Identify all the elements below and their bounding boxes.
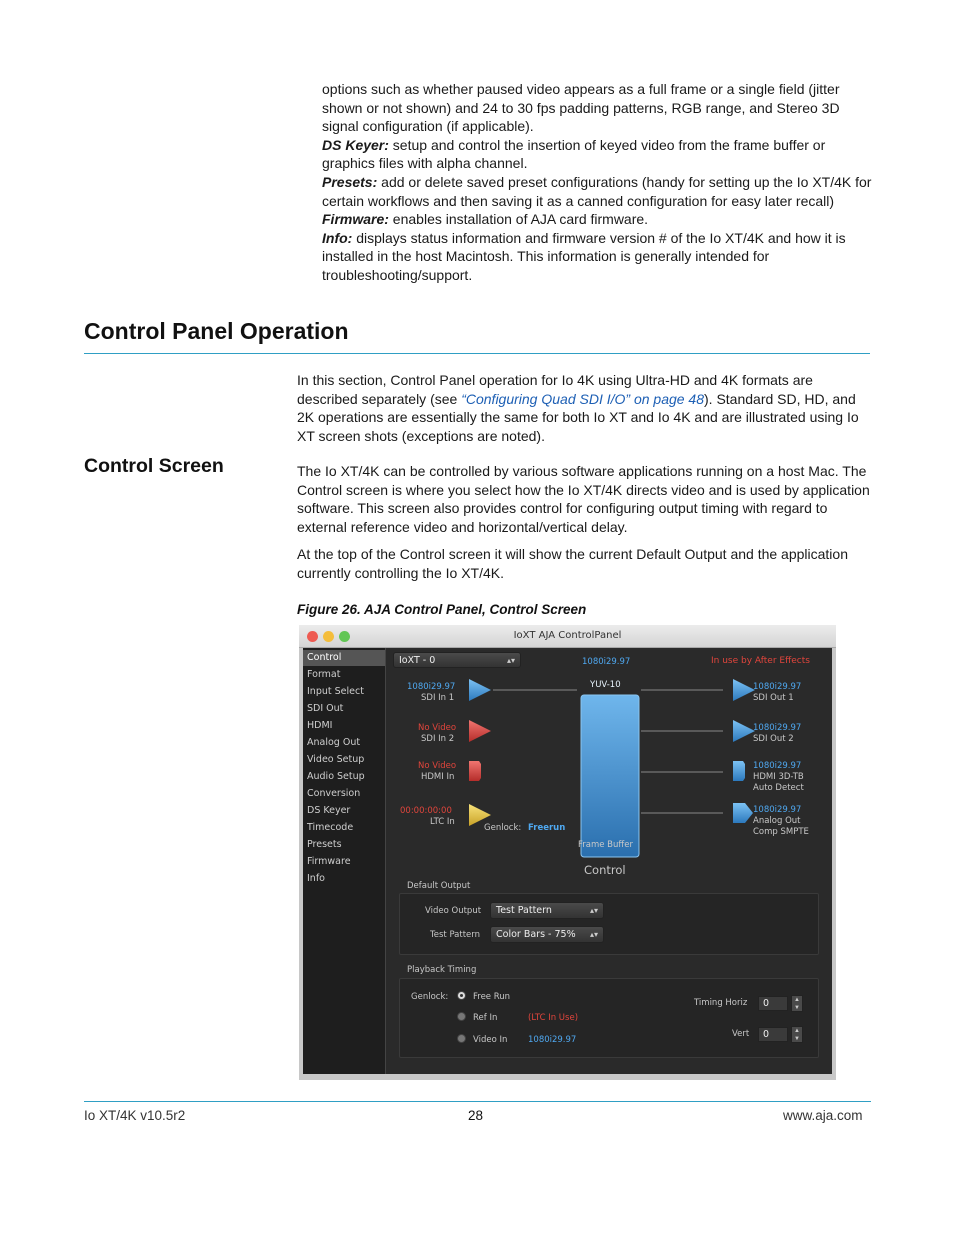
test-pattern-value: Color Bars - 75% <box>496 929 576 940</box>
video-output-value: Test Pattern <box>496 905 552 916</box>
genlock-label: Genlock: <box>484 823 522 833</box>
video-output-select[interactable] <box>490 902 604 919</box>
section-text-a: In this section, Control Panel operation for Io 4K using Ultra-HD and 4K formats are described separately (see <box>297 372 813 407</box>
window-title: IoXT AJA ControlPanel <box>513 630 622 641</box>
sdi-out-2-icon <box>733 720 755 742</box>
sdi-out-2-label: SDI Out 2 <box>753 734 794 744</box>
analog-out-format: 1080i29.97 <box>753 805 802 815</box>
hdmi-in-icon <box>469 761 481 781</box>
analog-out-icon <box>733 803 753 823</box>
ref-in-note: (LTC In Use) <box>528 1013 579 1023</box>
video-output-label: Video Output <box>425 906 482 916</box>
control-paragraph-2: At the top of the Control screen it will show the current Default Output and the application currently controlling the Io XT/4K. <box>297 546 848 581</box>
section-intro <box>297 371 872 445</box>
sdi-out-2-format: 1080i29.97 <box>753 723 802 733</box>
window-titlebar <box>299 625 836 648</box>
device-select[interactable] <box>393 652 521 668</box>
intro-paragraph: options such as whether paused video appears as a full frame or a single field (jitter shown or not shown) and 24 to 30 fps padding patterns, RGB range, and Stereo 3D signal configuration (if applicable). <box>322 81 840 135</box>
section-title: Control Panel Operation <box>84 318 349 344</box>
section-paragraph <box>297 371 872 445</box>
footer-page-number: 28 <box>468 1108 484 1123</box>
intro-block <box>322 80 872 285</box>
vert-input[interactable]: 0 <box>758 1027 788 1042</box>
sidebar <box>303 648 386 1074</box>
sidebar-item-conversion[interactable]: Conversion <box>307 788 361 799</box>
sidebar-item-firmware[interactable]: Firmware <box>307 856 351 867</box>
ds-keyer-text: setup and control the insertion of keyed video from the frame buffer or graphics files with alpha channel. <box>322 136 826 172</box>
footer-rule <box>84 1101 871 1102</box>
sidebar-item-timecode[interactable]: Timecode <box>307 822 354 833</box>
control-screen-text <box>297 462 872 583</box>
playback-timing-panel <box>399 978 819 1058</box>
presets-item <box>322 173 872 210</box>
analog-out-mode: Comp SMPTE <box>753 827 809 837</box>
sidebar-item-ds-keyer[interactable]: DS Keyer <box>307 805 351 816</box>
control-screen-label: Control <box>584 863 626 877</box>
info-term: Info: <box>322 229 353 246</box>
firmware-term: Firmware: <box>322 211 389 228</box>
ds-keyer-term: DS Keyer: <box>322 136 389 153</box>
device-select-value: IoXT - 0 <box>399 655 436 666</box>
test-pattern-label: Test Pattern <box>430 930 481 940</box>
video-in-radio[interactable] <box>457 1034 466 1043</box>
sdi-out-1-icon <box>733 679 755 701</box>
timing-horiz-stepper[interactable]: ▲ ▼ <box>791 995 803 1012</box>
sdi-in-1-icon <box>469 679 491 701</box>
sdi-in-1-label: SDI In 1 <box>421 693 455 703</box>
sidebar-item-presets[interactable]: Presets <box>307 839 342 850</box>
sdi-in-2-label: SDI In 2 <box>421 734 455 744</box>
hdmi-in-format: No Video <box>418 761 457 771</box>
ltc-in-timecode: 00:00:00:00 <box>400 806 452 816</box>
configuring-quad-sdi-link[interactable]: “Configuring Quad SDI I/O” on page 48 <box>461 390 705 407</box>
sidebar-item-format[interactable]: Format <box>307 669 341 680</box>
presets-text: add or delete saved preset configurations (handy for setting up the Io XT/4K for certain workflows and then saving it as a canned configuration for easy later recall) <box>322 173 872 209</box>
playback-timing-heading: Playback Timing <box>407 965 477 975</box>
info-item <box>322 229 872 285</box>
test-pattern-select[interactable] <box>490 926 604 943</box>
subsection-title: Control Screen <box>84 455 224 477</box>
default-output-panel <box>399 893 819 955</box>
sdi-in-2-icon <box>469 720 491 742</box>
section-rule <box>84 353 870 354</box>
close-button[interactable] <box>307 631 318 642</box>
sdi-out-1-format: 1080i29.97 <box>753 682 802 692</box>
frame-buffer-format: 1080i29.97 <box>582 657 631 667</box>
hdmi-out-label: HDMI 3D-TB <box>753 772 804 782</box>
free-run-radio[interactable] <box>457 991 466 1000</box>
hdmi-out-mode: Auto Detect <box>753 783 804 793</box>
firmware-item <box>322 210 872 229</box>
ds-keyer-item <box>322 136 872 173</box>
sidebar-item-info[interactable]: Info <box>307 873 325 884</box>
sdi-in-2-format: No Video <box>418 723 457 733</box>
sdi-out-1-label: SDI Out 1 <box>753 693 794 703</box>
chevron-updown-icon: ▴▾ <box>589 930 598 939</box>
genlock-value: Freerun <box>528 823 566 833</box>
hdmi-out-icon <box>733 761 745 781</box>
ltc-in-label: LTC In <box>430 817 455 827</box>
default-output-heading: Default Output <box>407 881 471 891</box>
ref-in-label: Ref In <box>473 1013 498 1023</box>
footer-website[interactable]: www.aja.com <box>783 1108 863 1123</box>
minimize-button[interactable] <box>323 631 334 642</box>
chevron-updown-icon: ▴▾ <box>589 906 598 915</box>
app-content <box>303 648 832 1074</box>
sidebar-item-audio-setup[interactable]: Audio Setup <box>307 771 365 782</box>
sidebar-item-control[interactable]: Control <box>303 650 385 666</box>
footer-product: Io XT/4K v10.5r2 <box>84 1108 186 1123</box>
video-in-label: Video In <box>473 1035 508 1045</box>
free-run-label: Free Run <box>473 992 511 1002</box>
sdi-in-1-format: 1080i29.97 <box>407 682 456 692</box>
timing-genlock-label: Genlock: <box>411 992 449 1002</box>
frame-buffer-pixel-format: YUV-10 <box>590 680 621 690</box>
chevron-updown-icon: ▴▾ <box>506 656 515 665</box>
sidebar-item-hdmi[interactable]: HDMI <box>307 720 333 731</box>
frame-buffer-label: Frame Buffer <box>578 840 633 850</box>
info-text: displays status information and firmware version # of the Io XT/4K and how it is installed in the host Macintosh. This information is generally intended for troubleshooting/support. <box>322 229 846 283</box>
section-text-b: ). Standard SD, HD, and 2K operations are essentially the same for both Io XT and Io 4K and are illustrated using Io XT screen shots (exceptions are noted). <box>297 390 859 444</box>
figure-caption: Figure 26. AJA Control Panel, Control Screen <box>297 602 587 617</box>
sidebar-item-video-setup[interactable]: Video Setup <box>307 754 365 765</box>
presets-term: Presets: <box>322 173 378 190</box>
sidebar-item-analog-out[interactable]: Analog Out <box>307 737 361 748</box>
video-in-format: 1080i29.97 <box>528 1035 577 1045</box>
sidebar-item-input-select[interactable]: Input Select <box>307 686 364 697</box>
analog-out-label: Analog Out <box>753 816 801 826</box>
control-paragraph-1: The Io XT/4K can be controlled by various software applications running on a host Mac. The Control screen is where you select how the Io XT/4K directs video and is used by application software. This screen also provides control for configuring output timing with regard to external reference video and horizontal/vertical delay. <box>297 463 870 535</box>
hdmi-in-label: HDMI In <box>421 772 455 782</box>
firmware-text: enables installation of AJA card firmware. <box>388 211 649 228</box>
vert-label: Vert <box>732 1029 750 1039</box>
timing-horiz-input[interactable]: 0 <box>758 996 788 1011</box>
sidebar-item-sdi-out[interactable]: SDI Out <box>307 703 344 714</box>
hdmi-out-format: 1080i29.97 <box>753 761 802 771</box>
ref-in-radio[interactable] <box>457 1012 466 1021</box>
control-panel-screenshot <box>299 625 836 1080</box>
in-use-status: In use by After Effects <box>711 656 810 666</box>
zoom-button[interactable] <box>339 631 350 642</box>
vert-stepper[interactable]: ▲ ▼ <box>791 1026 803 1043</box>
timing-horiz-label: Timing Horiz <box>694 998 748 1008</box>
frame-buffer-block <box>581 695 639 857</box>
